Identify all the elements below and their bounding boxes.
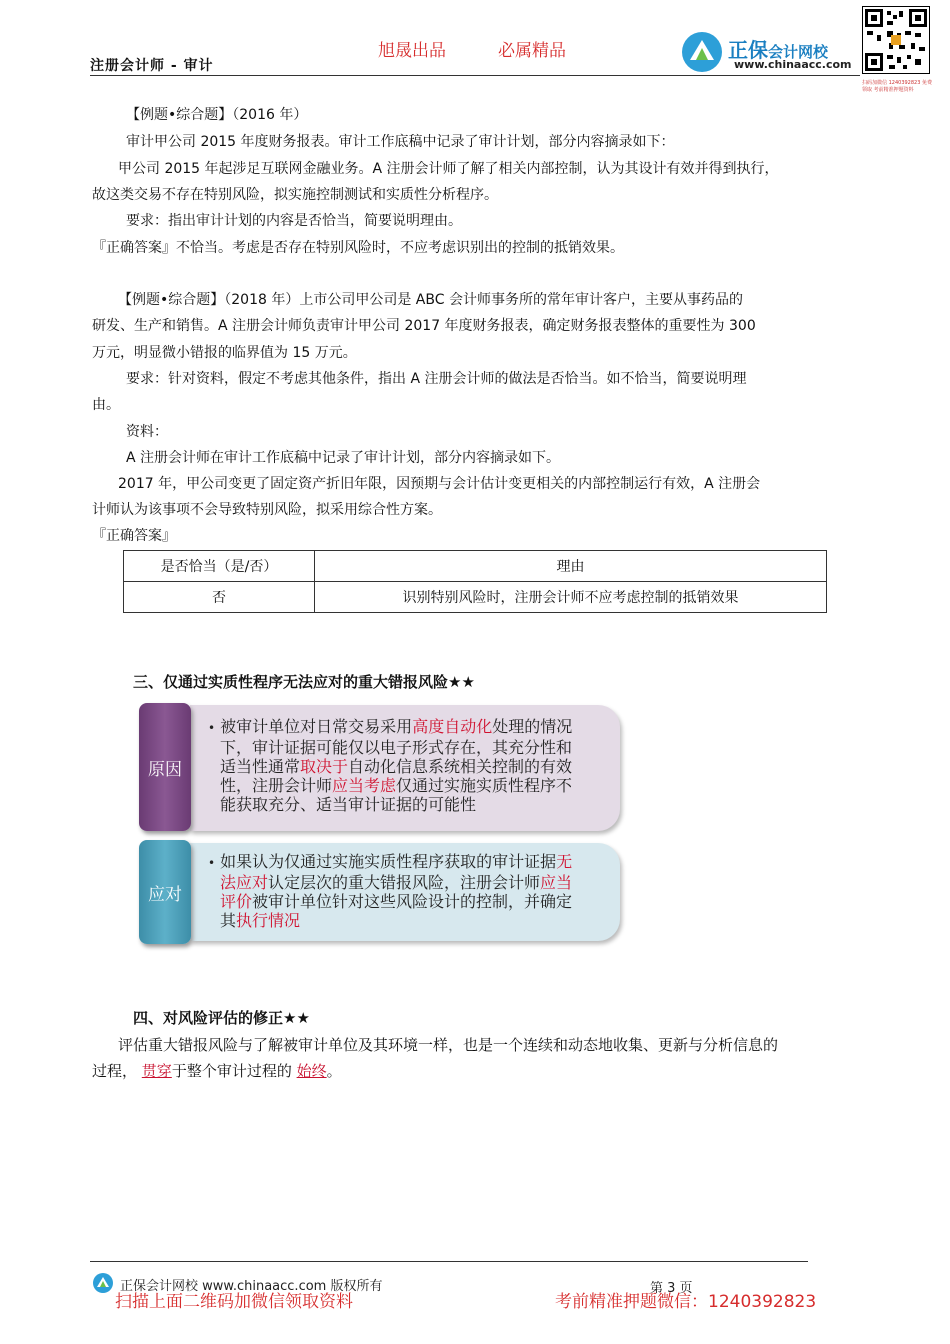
example1-heading: 【例题•综合题】（2016 年） (126, 107, 308, 123)
example2-material1: A 注册会计师在审计工作底稿中记录了审计计划，部分内容摘录如下。 (126, 450, 561, 466)
example2-material3: 计师认为该事项不会导致特别风险，拟采用综合性方案。 (92, 502, 442, 518)
response-line-4: 其执行情况 (220, 911, 301, 930)
table-header-cell: 是否恰当（是/否） (124, 551, 315, 582)
header-course-title: 注册会计师 - 审计 (90, 58, 214, 74)
table-cell: 否 (124, 582, 315, 613)
section4-title: 四、对风险评估的修正★★ (133, 1009, 310, 1027)
qr-code-icon[interactable] (862, 6, 930, 74)
chinaacc-logo-icon (680, 30, 724, 74)
example1-answer: 『正确答案』不恰当。考虑是否存在特别风险时，不应考虑识别出的控制的抵销效果。 (92, 240, 624, 256)
response-text (208, 852, 588, 930)
response-label: 应对 (139, 840, 191, 944)
page-number: 第 3 页 (650, 1281, 693, 1296)
keyword-always: 始终 (296, 1062, 327, 1080)
section4-line1: 评估重大错报风险与了解被审计单位及其环境一样，也是一个连续和动态地收集、更新与分析信息的 (118, 1036, 779, 1054)
chinaacc-footer-logo-icon (92, 1272, 114, 1294)
example2-line2: 研发、生产和销售。A 注册会计师负责审计甲公司 2017 年度财务报表，确定财务报表整体的重要性为 300 (92, 318, 756, 334)
brand-name: 正保会计网校 (728, 38, 829, 62)
example2-line1: 【例题•综合题】（2018 年）上市公司甲公司是 ABC 会计师事务所的常年审计客户，主要从事药品的 (118, 292, 743, 308)
example1-line3: 故这类交易不存在特别风险，拟实施控制测试和实质性分析程序。 (92, 187, 498, 203)
footer-promo-right: 考前精准押题微信：1240392823 (555, 1292, 817, 1312)
header-slogan-1: 旭晟出品 (378, 41, 446, 61)
example2-answer-label: 『正确答案』 (92, 528, 176, 544)
example2-req1: 要求：针对资料，假定不考虑其他条件，指出 A 注册会计师的做法是否恰当。如不恰当，简要说明理 (126, 371, 747, 387)
response-line-3: 评价被审计单位针对这些风险设计的控制，并确定 (220, 892, 573, 911)
section3-title: 三、仅通过实质性程序无法应对的重大错报风险★★ (133, 673, 475, 691)
example2-req2: 由。 (92, 397, 120, 413)
reason-line-2: 下，审计证据可能仅以电子形式存在，其充分性和 (220, 738, 573, 757)
example1-line2: 甲公司 2015 年起涉足互联网金融业务。A 注册会计师了解了相关内部控制，认为其设计有效并得到执行， (118, 161, 779, 177)
reason-line-4: 性，注册会计师应当考虑仅通过实施实质性程序不 (220, 776, 573, 795)
keyword-throughout: 贯穿 (141, 1062, 172, 1080)
brand-url: www.chinaacc.com (734, 58, 852, 71)
header-divider (90, 75, 860, 76)
header-slogan-2: 必属精品 (498, 41, 566, 61)
reason-label: 原因 (139, 703, 191, 831)
qr-caption: 扫码加微信 1240392823 免费领取 考前精准押题资料 (862, 80, 932, 93)
reason-line-1: • 被审计单位对日常交易采用高度自动化处理的情况 (208, 717, 573, 736)
example2-line3: 万元，明显微小错报的临界值为 15 万元。 (92, 345, 357, 361)
example1-requirement: 要求：指出审计计划的内容是否恰当，简要说明理由。 (126, 213, 462, 229)
response-line-1: • 如果认为仅通过实施实质性程序获取的审计证据无 (208, 852, 573, 871)
footer-copyright: 正保会计网校 www.chinaacc.com 版权所有 (120, 1279, 383, 1294)
example2-material2: 2017 年，甲公司变更了固定资产折旧年限，因预期与会计估计变更相关的内部控制运行有效，A 注册会 (118, 476, 761, 492)
example1-line1: 审计甲公司 2015 年度财务报表。审计工作底稿中记录了审计计划，部分内容摘录如下： (126, 134, 675, 150)
table-row (124, 582, 827, 613)
reason-line-3: 适当性通常取决于自动化信息系统相关控制的有效 (220, 757, 573, 776)
reason-text (208, 717, 588, 814)
footer-divider (90, 1261, 808, 1262)
example2-material-label: 资料： (126, 424, 168, 440)
reason-line-5: 能获取充分、适当审计证据的可能性 (220, 795, 477, 814)
table-cell: 识别特别风险时，注册会计师不应考虑控制的抵销效果 (315, 582, 827, 613)
response-line-2: 法应对认定层次的重大错报风险，注册会计师应当 (220, 873, 573, 892)
footer-promo-left: 扫描上面二维码加微信领取资料 (115, 1292, 353, 1312)
table-header-cell: 理由 (315, 551, 827, 582)
answer-table (123, 550, 827, 613)
section4-line2: 过程， 贯穿于整个审计过程的 始终。 (92, 1062, 342, 1080)
table-header-row (124, 551, 827, 582)
